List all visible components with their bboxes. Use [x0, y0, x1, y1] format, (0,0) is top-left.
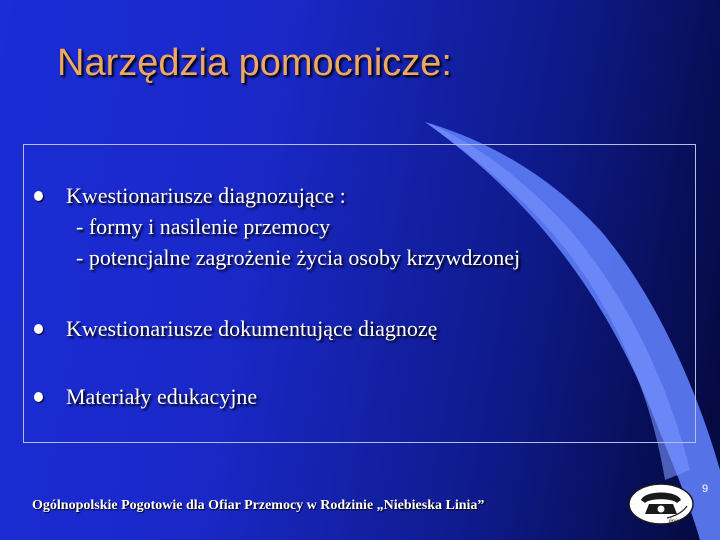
sub-item: - potencjalne zagrożenie życia osoby krzywdzonej	[76, 245, 521, 270]
bullet-text: Materiały edukacyjne	[66, 384, 258, 409]
bullet-text: Kwestionariusze diagnozujące :	[66, 183, 346, 208]
bullet-item	[24, 181, 695, 271]
footer-text: Ogólnopolskie Pogotowie dla Ofiar Przemocy w Rodzinie „Niebieska Linia”	[32, 498, 485, 513]
slide-title: Narzędzia pomocnicze:	[57, 42, 452, 84]
content-box	[23, 144, 696, 443]
svg-text:linia: linia	[669, 519, 680, 525]
bullet-dot-icon	[34, 324, 43, 334]
telephone-logo-icon	[627, 478, 699, 526]
bullet-text: Kwestionariusze dokumentujące diagnozę	[66, 316, 438, 341]
bullet-item	[24, 314, 695, 344]
bullet-dot-icon	[34, 191, 43, 201]
page-number: 9	[702, 483, 709, 495]
bullet-dot-icon	[34, 392, 43, 402]
bullet-item	[24, 382, 695, 412]
sub-item: - formy i nasilenie przemocy	[76, 214, 331, 239]
